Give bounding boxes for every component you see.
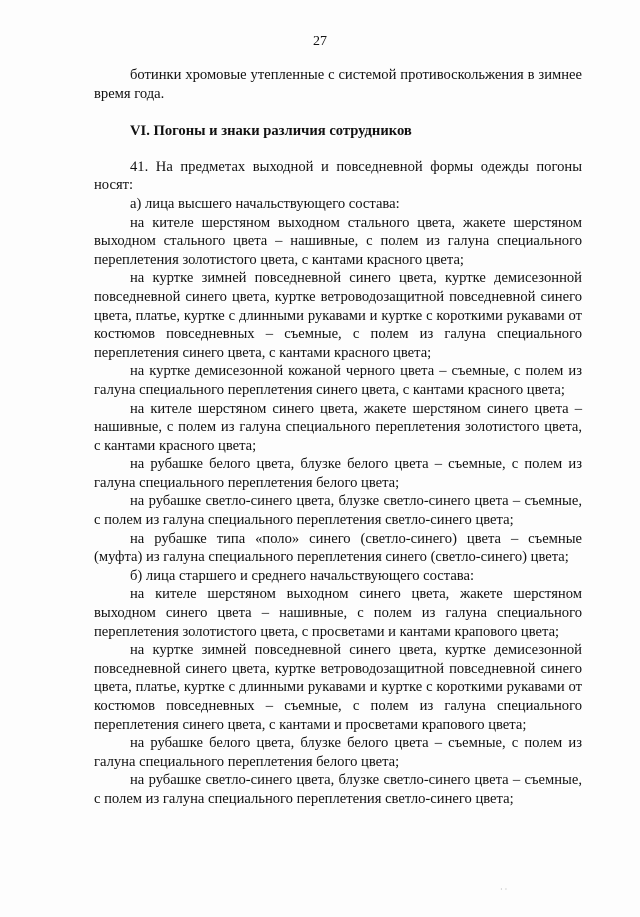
paragraph: на рубашке светло-синего цвета, блузке светло-синего цвета – съемные, с полем из галуна специального переплетения светло-синего цвета; bbox=[94, 772, 582, 807]
intro-continuation: ботинки хромовые утепленные с системой противоскольжения в зимнее время года. bbox=[94, 67, 582, 102]
page-number: 27 bbox=[313, 34, 327, 49]
paragraph-senior-command-heading: а) лица высшего начальствующего состава: bbox=[130, 195, 400, 212]
paragraph-41: 41. На предметах выходной и повседневной формы одежды погоны носят: bbox=[94, 158, 582, 194]
paragraph: на кителе шерстяном выходном стального цвета, жакете шерстяном выходном стального цвета – нашивные, с полем из галуна специального переплетения золотистого цвета, с кантами красного цвета; bbox=[94, 214, 582, 268]
scan-artifact-mark: · · bbox=[500, 885, 508, 894]
paragraph: на рубашке светло-синего цвета, блузке светло-синего цвета – съемные, с полем из галуна специального переплетения светло-синего цвета; bbox=[94, 493, 582, 529]
paragraph: на рубашке типа «поло» синего (светло-синего) цвета – съемные (муфта) из галуна специального переплетения синего (светло-синего) цвета; bbox=[94, 530, 582, 566]
section-heading: VI. Погоны и знаки различия сотрудников bbox=[130, 123, 412, 140]
paragraph: на рубашке белого цвета, блузке белого цвета – съемные, с полем из галуна специального переплетения белого цвета; bbox=[94, 456, 582, 491]
paragraph: на куртке зимней повседневной синего цвета, куртке демисезонной повседневной синего цвета, куртке ветроводозащитной повседневной синего цвета, платье, куртке с длинными рукавами и куртке с короткими рукавами от костюмов повседневных – съемные, с полем из галуна специального переплетения синего цвета, с кантами и просветами крапового цвета; bbox=[94, 642, 582, 733]
paragraph: на кителе шерстяном выходном синего цвета, жакете шерстяном выходном синего цвета – нашивные, с полем из галуна специального переплетения золотистого цвета, с просветами и кантами крапового цвета; bbox=[94, 586, 582, 640]
paragraph: на куртке демисезонной кожаной черного цвета – съемные, с полем из галуна специального переплетения синего цвета, с кантами красного цвета; bbox=[94, 363, 582, 398]
paragraph: на куртке зимней повседневной синего цвета, куртке демисезонной повседневной синего цвета, куртке ветроводозащитной повседневной синего цвета, платье, куртке с длинными рукавами и куртке с короткими рукавами от костюмов повседневных – съемные, с полем из галуна специального переплетения синего цвета, с кантами красного цвета; bbox=[94, 270, 582, 361]
paragraph-middle-command-heading: б) лица старшего и среднего начальствующего состава: bbox=[130, 567, 475, 584]
paragraph: на кителе шерстяном синего цвета, жакете шерстяном синего цвета – нашивные, с полем из галуна специального переплетения золотистого цвета, с кантами красного цвета; bbox=[94, 400, 582, 454]
document-body bbox=[94, 66, 582, 809]
paragraph: на рубашке белого цвета, блузке белого цвета – съемные, с полем из галуна специального переплетения белого цвета; bbox=[94, 735, 582, 770]
